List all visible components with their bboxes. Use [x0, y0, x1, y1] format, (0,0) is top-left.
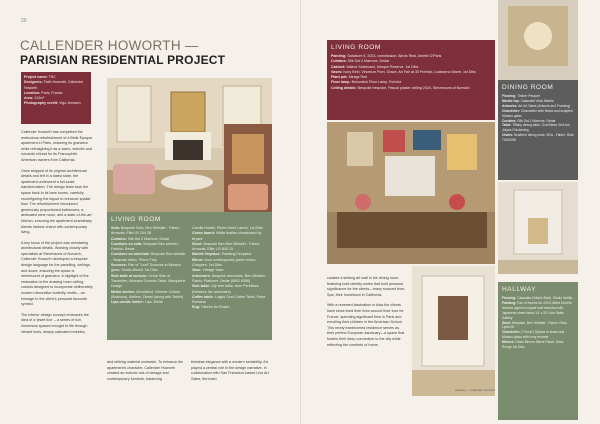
living-room-spec-panel [107, 212, 272, 340]
spec-row: Cabinet: Walnut Sideboard, Marque Reserve, 1st Dibs [331, 64, 419, 69]
spec-row: Plant pot: Mirage Red [331, 75, 368, 80]
spec-row: Artworks: Art Art Sales (Artwork and Framing) [502, 103, 571, 108]
paragraph: With a renewed fascination in Asia the clients have since lived their lives around their love for France, spending significant time in Paris and enrolling their children in the American School. This newly transformed residence serves as their perfect European sanctuary—a space that fosters their deep connection to the city while reflecting the comforts of home. [327, 303, 405, 347]
spec-row: Mirror: Arco contemporary green mirror, Gueguen, 1st Dibs [192, 257, 257, 268]
spec-row: Chandelier: ("Orma") Spirare in brass and Murano glass with ivory enamel [502, 330, 565, 340]
page-gutter [300, 0, 301, 424]
spec-row: Side table at sunsdo: Ochre Side of Travertine, Arkwave Console Table, Marquetrie Design [111, 273, 186, 289]
spec-column [192, 226, 268, 311]
spec-row: Painting: Pair of frames for 2023, Aftert Dubetti dreams pigment copper leaf mounted with Japanese sheet fabric 1/1 x 2/2 Live Sales Gallery [502, 300, 572, 320]
spec-list [331, 54, 491, 91]
paragraph: Callender Howorth has completed the meticulous refurbishment of a Belle Époque apartment in Paris, restoring its grandeur while reimagining it as a warm, eclectic and romantic retreat for its Francophile American owners from California. [21, 130, 93, 162]
paragraph: curated a striking art wall in the dining room, featuring bold identity works that hold personal significance for the clients—many sourced from Spa, their hometown in California. [327, 276, 405, 297]
spec-row: Cushions on sofa: Bespoke Ben whistler - Fabrics: Dedar [111, 241, 181, 252]
spec-row: Painting: Salvatore Ii, 2023, commission, Alexis Real, Amelie D'Paris [331, 54, 442, 58]
spec-row: Armchairs: Bespoke armchairs, Ben Whistler - Fabric: Platinum, Dedar (8601 6356) [192, 273, 268, 283]
spec-row: Curtains: Silk Dot 2 Marrone, Dedar [111, 236, 170, 241]
spec-row: Rug: Fabrics for Rosch [192, 305, 230, 310]
spec-row: Side table: Lily side table, from Perellises (between the armchairs) [192, 284, 259, 294]
spec-row: Chandelier: Chandelier with Brass and sculpted Murano glass [502, 108, 573, 118]
dining-room-spec-panel [498, 80, 578, 180]
spec-row: Media stories: Woodshed, Kimmer Culture (Bolshoia), Ateliers, Diesel (along with Tablet) [111, 289, 184, 299]
project-meta-box [21, 72, 91, 124]
spec-row: Table: Tiffany dining table, Oval Beau Vert Arc, Jolyes Chickenleg [502, 123, 571, 133]
spec-row: Vases: Ivory Kiriri, Vincenzo Porri, Grace, Art Fair at 30 Portrait, Louisrarno Marre, 1st Dibs [331, 69, 476, 74]
spec-row: Marble top: Calacatta Viola Marble [502, 98, 554, 103]
panel-heading: HALLWAY [502, 286, 537, 293]
hallway-photo [498, 182, 578, 274]
meta-row: Project name: TBC [24, 75, 56, 79]
living-room-spec-panel-2 [327, 40, 495, 120]
panel-heading: LIVING ROOM [111, 216, 161, 223]
hallway-spec-panel [498, 282, 578, 420]
panel-heading: DINING ROOM [502, 84, 554, 91]
spec-row: Lips candle holder: Lips, White [111, 300, 163, 305]
paragraph: The interior design concept embraces the idea of a 'jewel box' – a series of rich, immersive spaces brought to life through vibrant hues, deeply saturated marbles, [21, 312, 89, 334]
spec-row: Stool: Bespoke, Ben Whistler - Fabric: Elisa Lydia 90 [502, 320, 567, 330]
meta-row: Designers: Faith Howorth, Callender Howorth [24, 80, 84, 90]
meta-row: Photography credit: Vigo Jenssen [24, 101, 81, 106]
body-text-block: and striking material contrasts. To enhance the apartment's character, Callender Howorth created an eclectic mix of vintage and contemporary furniture, balancing [107, 360, 184, 381]
spec-row: Sconces: Pair of "Leaf" Sconces in Murano glass, Studio Biondi, 1st Dibs [111, 263, 181, 273]
spec-row: Candle Holder, Pierre-Henri Lanvin, 1st Dibs [192, 226, 263, 230]
paragraph: A key focus of the project was reinstating architectural details. Working closely with specialists at Stevensons of Norwich, Callender Howorth developed a bespoke design language for the panelling, ceilings, and doors, ensuring the space is reminiscent of grandeur. A highlight of the restoration is the drawing room ceiling, custom-designed to incorporate deliberately modern decorative butterfly motifs – an homage to the client's personal favourite symbol. [21, 240, 93, 307]
living-room-detail-photo [224, 124, 272, 216]
spec-row: Floor lamp: Bronzwick Floor Lamp, Ecrivira [331, 80, 402, 85]
intro-text-column [21, 130, 93, 420]
body-text-column [327, 276, 407, 416]
spec-list [502, 296, 574, 350]
spec-row: Ceiling details: Bespoke bespoke, Pascal plaster ceiling 2024, Stevensons of Norwich [331, 85, 470, 90]
meta-row: Area: 310m² [24, 96, 45, 101]
spec-row: Coffee table: Luigini Oval Coffee Table, Porta Romana [192, 294, 266, 305]
paragraph: Once stripped of its original architectural details and left in a dated state, the apartment underwent a full-scale transformation. The design team took the space back to its bare bones, carefully reconfiguring the layout to enhance spatial flow. The refurbishment introduced generously proportioned bathrooms, a dedicated wine room, and a state-of-the-art kitchen, ensuring the apartment seamlessly blends historic charm with contemporary living. [21, 168, 92, 235]
spec-row: Vase: Vintage Vase [192, 268, 224, 273]
hallway-large-photo [412, 266, 495, 396]
spec-row: Curtains: Silk Dot 2 Marrone, Dedar [502, 118, 556, 123]
spec-row: Chess board: White leather chessboard by Bryant [192, 231, 262, 241]
spec-column [111, 226, 187, 311]
dining-room-photo [327, 122, 495, 264]
meta-row: Location: Paris, France [24, 90, 63, 95]
page-title: CALLENDER HOWORTH — [20, 38, 199, 53]
spec-row: Flooring: Timber Parquet [502, 94, 540, 98]
spec-row: Curtains: Silk Dot 2 Marrone, Dedar [331, 59, 390, 64]
panel-heading: LIVING ROOM [331, 44, 381, 51]
image-caption: Hallway — Callender Howorth [454, 388, 495, 392]
spec-row: Mirrors: Glass Mirrors Mirror Panel, Jules Rouge 1st Dibs [502, 340, 564, 350]
spec-row: Stool: Bespoke Ben Ben Whistler - Fabric: Armonia, Elite, LR 840 15 [192, 241, 261, 252]
spec-row: Flooring: Calacatta Golden Brick, Studio Nofilla [502, 296, 573, 300]
spec-row: Marble fireplace: Eastlong Fireplace [192, 252, 252, 257]
dining-chandelier-photo [498, 0, 578, 80]
body-text-block: timeless elegance with a modern sensibility. Art played a central role in the design narrative. In collaboration with San Francisco-based Live Art Sales, the team [191, 360, 269, 381]
spec-list [502, 94, 574, 143]
spec-row: Sofa: Bespoke Sofa, Ben Whistler - Fabric: Armonia, Elite LR 244 28 [111, 226, 180, 236]
page-subtitle: PARISIAN RESIDENTIAL PROJECT [20, 53, 226, 67]
spec-row: Cushions on armchair: Bespoke Ben whistler - Bespoke fabric, Pierre Frey [111, 252, 186, 262]
spec-row: Chairs: Bradfern dining chair, SKA - Fabric: Stria 7042/098 [502, 133, 574, 143]
page-number: 20 [21, 18, 27, 24]
